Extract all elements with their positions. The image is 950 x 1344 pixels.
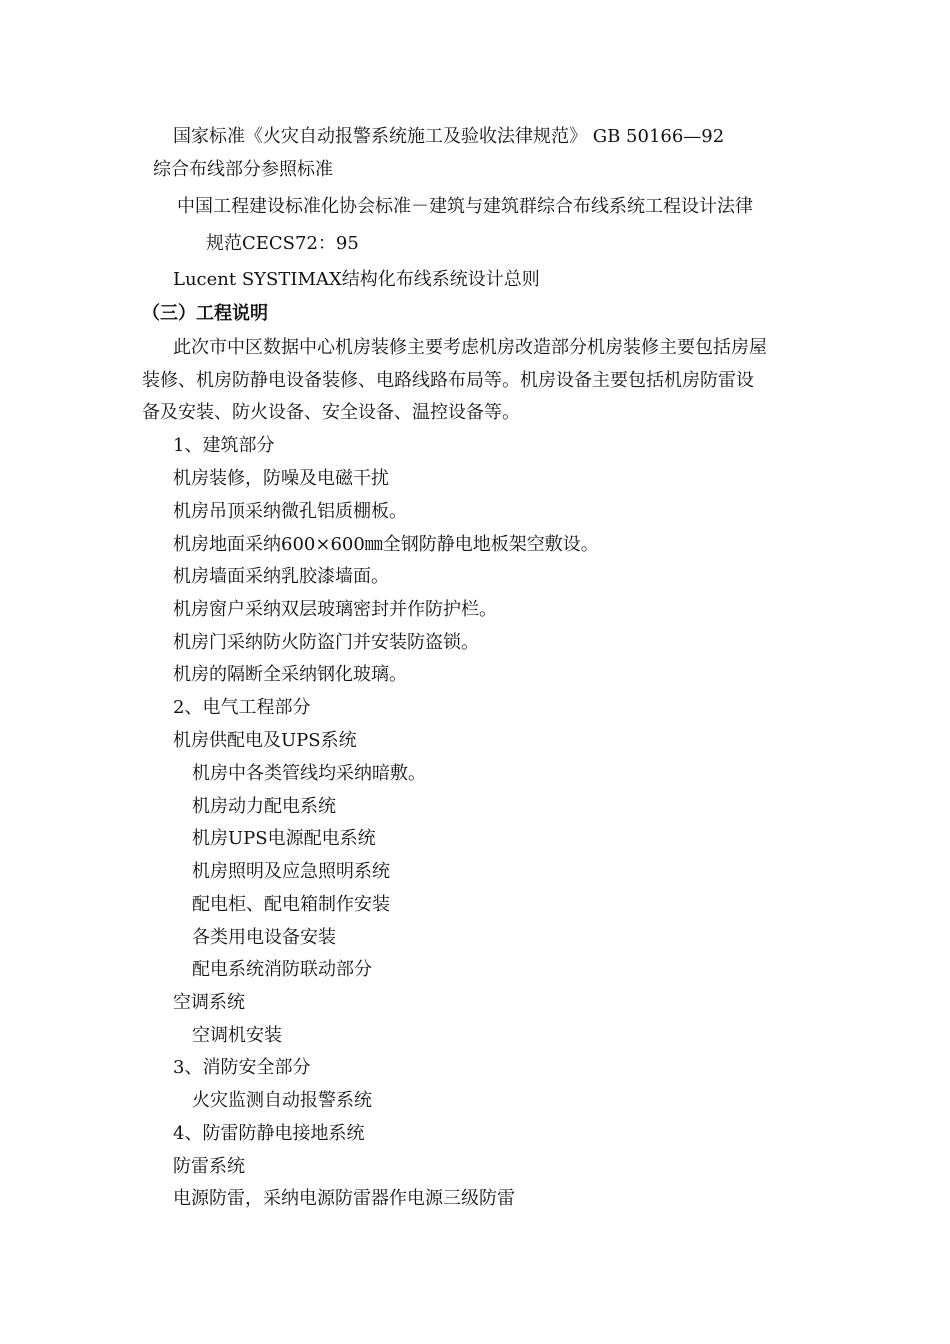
list-item: 机房照明及应急照明系统 [192,861,390,882]
list-item: 空调系统 [173,992,245,1013]
list-item: 机房中各类管线均采纳暗敷。 [192,763,426,784]
list-item: 各类用电设备安装 [192,927,336,948]
list-item: 空调机安装 [192,1025,282,1046]
list-item: 电源防雷，采纳电源防雷器作电源三级防雷 [173,1188,515,1209]
list-item: 机房UPS电源配电系统 [192,828,376,849]
section-heading-project-description: （三）工程说明 [142,303,268,324]
list-item: 机房地面采纳600×600㎜全钢防静电地板架空敷设。 [173,534,599,555]
list-item: 机房供配电及UPS系统 [173,730,357,751]
subsection-construction: 1、建筑部分 [173,435,275,456]
list-item: 配电柜、配电箱制作安装 [192,894,390,915]
standard-cecs-line1: 中国工程建设标准化协会标准－建筑与建筑群综合布线系统工程设计法律 [177,196,753,217]
subsection-fire-safety: 3、消防安全部分 [173,1057,311,1078]
list-item: 机房窗户采纳双层玻璃密封并作防护栏。 [173,599,497,620]
list-item: 机房墙面采纳乳胶漆墙面。 [173,566,389,587]
list-item: 机房动力配电系统 [192,796,336,817]
paragraph-line-2: 装修、机房防静电设备装修、电路线路布局等。机房设备主要包括机房防雷设 [142,370,754,391]
list-item: 防雷系统 [173,1156,245,1177]
list-item: 机房装修，防噪及电磁干扰 [173,468,389,489]
list-item: 机房吊顶采纳微孔铝质棚板。 [173,501,407,522]
list-item: 机房的隔断全采纳钢化玻璃。 [173,664,407,685]
standard-cecs-line2: 规范CECS72：95 [206,233,359,254]
subsection-electrical: 2、电气工程部分 [173,697,311,718]
list-item: 配电系统消防联动部分 [192,959,372,980]
subsection-lightning-grounding: 4、防雷防静电接地系统 [173,1123,365,1144]
paragraph-line-3: 备及安装、防火设备、安全设备、温控设备等。 [142,402,520,423]
paragraph-line-1: 此次市中区数据中心机房装修主要考虑机房改造部分机房装修主要包括房屋 [173,337,767,358]
cabling-reference-heading: 综合布线部分参照标准 [153,159,333,180]
standard-fire-alarm: 国家标准《火灾自动报警系统施工及验收法律规范》 GB 50166—92 [173,126,725,147]
list-item: 机房门采纳防火防盗门并安装防盗锁。 [173,632,479,653]
list-item: 火灾监测自动报警系统 [192,1090,372,1111]
standard-lucent: Lucent SYSTIMAX结构化布线系统设计总则 [173,269,540,290]
